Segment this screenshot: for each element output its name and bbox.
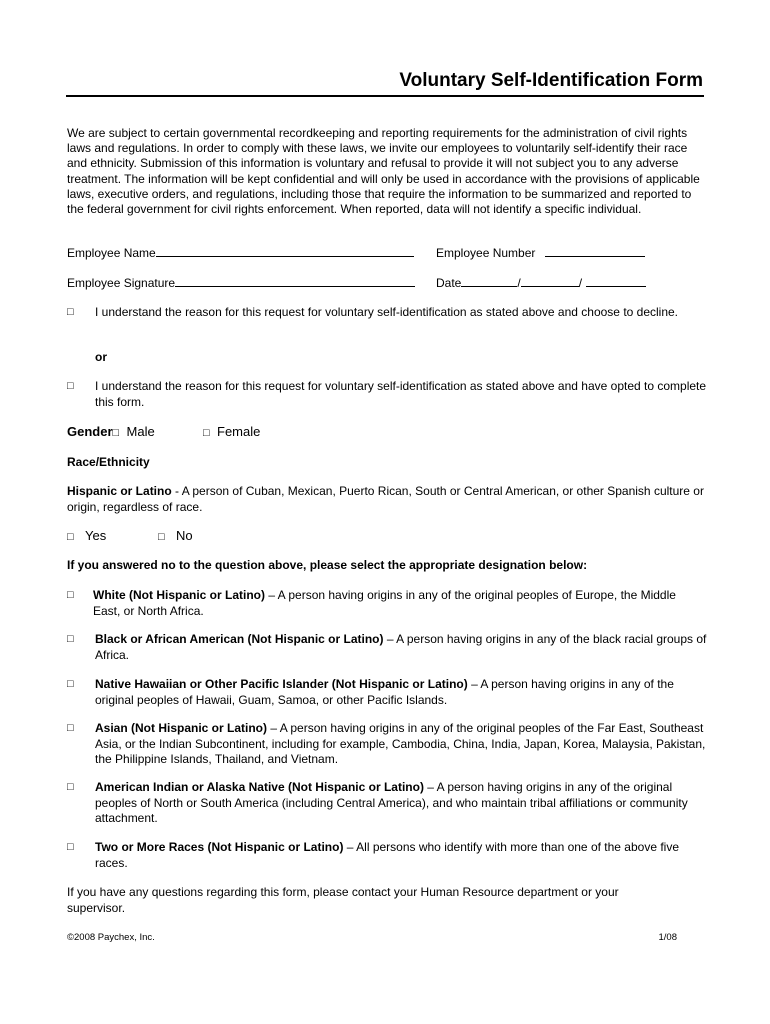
- employee-name-row: [67, 245, 414, 260]
- employee-signature-label: Employee Signature: [67, 276, 176, 290]
- female-option: [203, 424, 260, 439]
- race-label: Asian (Not Hispanic or Latino): [95, 721, 268, 735]
- or-separator: or: [95, 350, 107, 364]
- race-checkbox[interactable]: □: [67, 722, 74, 734]
- hispanic-desc: - A person of Cuban, Mexican, Puerto Rican, South or Central American, or other Spanish culture or origin, regardless of race.: [67, 484, 704, 514]
- race-checkbox[interactable]: □: [67, 781, 74, 793]
- race-desc: – A person having origins in any of the original peoples of Europe, the Middle East, or North Africa.: [93, 588, 676, 618]
- gender-row: [67, 424, 155, 439]
- race-option-pacific-islander: [67, 677, 707, 708]
- complete-option: [67, 379, 707, 410]
- complete-text: I understand the reason for this request for voluntary self-identification as stated above and have opted to complete this form.: [95, 379, 707, 409]
- race-desc: – A person having origins in any of the original peoples of North or South America (including Central America), and who maintain tribal affiliations or community attachment.: [95, 780, 688, 825]
- copyright: ©2008 Paychex, Inc.: [67, 932, 155, 943]
- complete-checkbox[interactable]: □: [67, 380, 74, 392]
- race-heading: Race/Ethnicity: [67, 455, 150, 469]
- intro-paragraph: We are subject to certain governmental recordkeeping and reporting requirements for the administration of civil rights laws and regulations. In order to comply with these laws, we invite our employees to voluntarily self-identify their race and ethnicity. Submission of this information is voluntary and refusal to provide it will not subject you to any adverse treatment. The information will be kept confidential and will only be used in accordance with the provisions of applicable laws, executive orders, and regulations, including those that require the information to be summarized and reported to the federal government for civil rights enforcement. When reported, data will not identify a specific individual.: [67, 126, 700, 217]
- race-option-two-or-more: [67, 840, 707, 871]
- race-option-black: [67, 632, 707, 663]
- instruction-text: If you answered no to the question above, please select the appropriate designation below:: [67, 558, 588, 572]
- decline-checkbox[interactable]: □: [67, 306, 74, 318]
- contact-text: If you have any questions regarding this form, please contact your Human Resource department or your supervisor.: [67, 885, 619, 915]
- yes-label: Yes: [85, 528, 107, 543]
- employee-number-label: Employee Number: [436, 246, 536, 260]
- date-row: [436, 275, 646, 290]
- date-year-field[interactable]: [586, 275, 646, 287]
- race-label: American Indian or Alaska Native (Not Hispanic or Latino): [95, 780, 424, 794]
- race-option-white: [67, 588, 705, 619]
- female-checkbox[interactable]: □: [203, 427, 210, 439]
- hispanic-yes-option: [67, 528, 106, 543]
- decline-text: I understand the reason for this request for voluntary self-identification as stated above and choose to decline.: [95, 305, 679, 319]
- employee-signature-row: [67, 275, 415, 290]
- date-day-field[interactable]: [521, 275, 579, 287]
- date-label: Date: [436, 276, 462, 290]
- employee-name-field[interactable]: [156, 245, 414, 257]
- race-desc: – A person having origins in any of the original peoples of Hawaii, Guam, Samoa, or other Pacific Islands.: [95, 677, 674, 707]
- date-month-field[interactable]: [461, 275, 517, 287]
- title-rule: [66, 95, 704, 97]
- hispanic-definition: [67, 484, 707, 515]
- race-checkbox[interactable]: □: [67, 633, 74, 645]
- date-separator: /: [578, 276, 583, 290]
- no-checkbox[interactable]: □: [158, 531, 165, 543]
- date-separator: /: [517, 276, 521, 290]
- employee-signature-field[interactable]: [175, 275, 415, 287]
- race-label: Native Hawaiian or Other Pacific Islander (Not Hispanic or Latino): [95, 677, 468, 691]
- employee-name-label: Employee Name: [67, 246, 156, 260]
- race-checkbox[interactable]: □: [67, 589, 74, 601]
- race-label: Black or African American (Not Hispanic or Latino): [95, 632, 384, 646]
- race-option-asian: [67, 721, 707, 768]
- hispanic-no-option: [158, 528, 193, 543]
- race-label: Two or More Races (Not Hispanic or Latino): [95, 840, 344, 854]
- gender-label: Gender: [67, 424, 113, 439]
- female-label: Female: [217, 424, 261, 439]
- form-version: 1/08: [658, 932, 677, 943]
- decline-option: [67, 305, 707, 321]
- race-checkbox[interactable]: □: [67, 678, 74, 690]
- employee-number-row: [436, 245, 645, 260]
- race-checkbox[interactable]: □: [67, 841, 74, 853]
- race-desc: – A person having origins in any of the black racial groups of Africa.: [95, 632, 707, 662]
- male-label: Male: [126, 424, 155, 439]
- employee-number-field[interactable]: [545, 245, 645, 257]
- hispanic-label: Hispanic or Latino: [67, 484, 172, 498]
- race-desc: – All persons who identify with more than one of the above five races.: [95, 840, 679, 870]
- no-label: No: [176, 528, 193, 543]
- male-checkbox[interactable]: □: [112, 427, 120, 439]
- yes-checkbox[interactable]: □: [67, 531, 74, 543]
- race-desc: – A person having origins in any of the original peoples of the Far East, Southeast Asia, or the Indian Subcontinent, including for example, Cambodia, China, India, Japan, Korea, Malaysia, Pakistan, the Philippine Islands, Thailand, and Vietnam.: [95, 721, 706, 766]
- race-option-american-indian: [67, 780, 707, 827]
- race-label: White (Not Hispanic or Latino): [93, 588, 265, 602]
- form-title: Voluntary Self-Identification Form: [399, 70, 703, 91]
